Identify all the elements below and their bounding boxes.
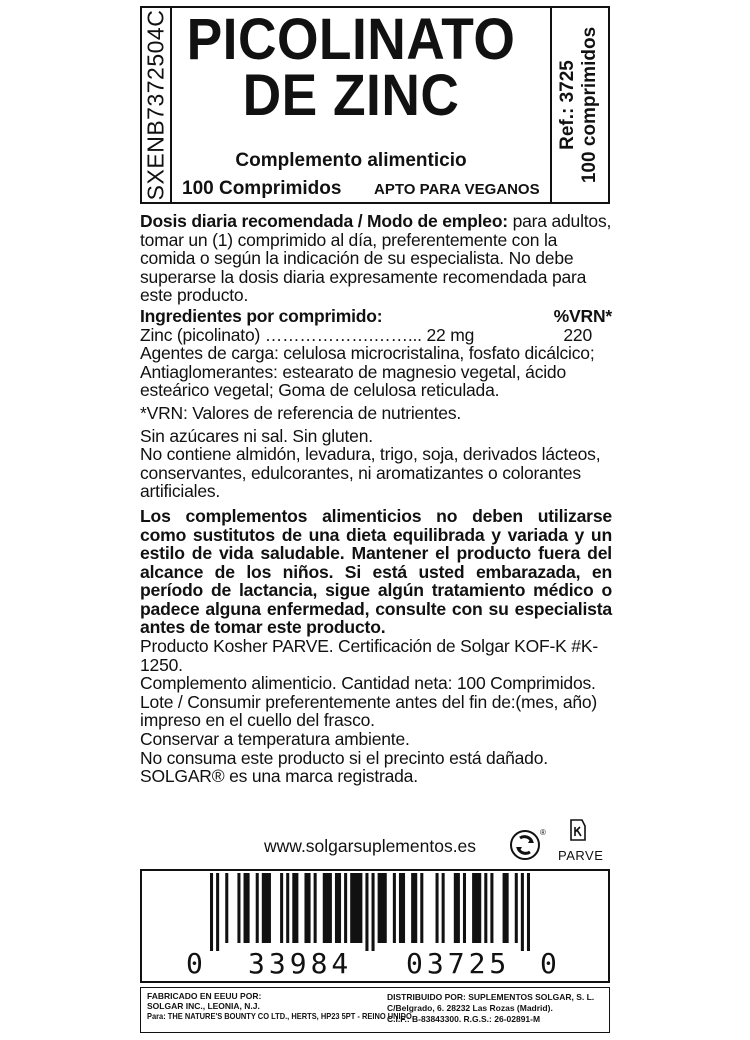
barcode-bar	[399, 873, 405, 943]
recycle-icon-graphic	[512, 832, 538, 858]
side-code-box	[142, 8, 172, 202]
reference-number: Ref.: 3725	[557, 60, 578, 150]
barcode-bar	[463, 873, 466, 943]
vrn-note: *VRN: Valores de referencia de nutrientes.	[140, 402, 462, 423]
barcode-bar	[490, 873, 493, 943]
barcode-bars	[210, 873, 530, 951]
barcode-bar	[314, 873, 317, 943]
reference-box	[550, 8, 608, 202]
agents-text: Agentes de carga: celulosa microcristalina, fosfato dicálcico; Antiaglomerantes: estearato de magnesio vegetal, ácido esteárico vegetal; Goma de celulosa reticulada.	[140, 343, 595, 401]
title-line-1: PICOLINATO	[186, 7, 516, 72]
barcode-group-2: 03725	[406, 947, 511, 980]
trademark-text: SOLGAR® es una marca registrada.	[140, 766, 418, 787]
barcode-bar	[344, 873, 347, 943]
barcode-bar	[442, 873, 445, 943]
barcode-bar	[515, 873, 518, 943]
dosage-paragraph	[140, 212, 612, 305]
parve-label: PARVE	[558, 848, 604, 863]
label-header	[140, 6, 610, 204]
barcode-bar	[420, 873, 423, 943]
product-subtitle: Complemento alimenticio	[235, 150, 467, 171]
barcode-bar	[411, 873, 417, 943]
product-title	[186, 7, 516, 128]
seal-text: No consuma este producto si el precinto está dañado.	[140, 747, 548, 768]
dist-line-2: C/Belgrado, 6. 28232 Las Rozas (Madrid).	[387, 1003, 553, 1013]
label-body	[140, 212, 612, 786]
product-quantity: 100 Comprimidos	[182, 178, 342, 199]
dosage-text: para adultos, tomar un (1) comprimido al día, preferentemente con la comida o según la indicación de su especialista. No debe superarse la dosis diaria expresamente recomendada para este producto.	[140, 211, 612, 306]
made-line-3: Para: THE NATURE'S BOUNTY CO LTD., HERTS, HP23 5PT - REINO UNIDO.	[147, 1010, 414, 1021]
barcode-bar	[484, 873, 487, 943]
distributor-info	[387, 992, 594, 1025]
no-sugar-text: Sin azúcares ni sal. Sin gluten.	[140, 425, 373, 446]
barcode-bar	[237, 873, 240, 943]
barcode-group-1: 33984	[248, 947, 353, 980]
kosher-text: Producto Kosher PARVE. Certificación de Solgar KOF-K #K-1250.	[140, 636, 598, 675]
reference-quantity: 100 comprimidos	[579, 26, 600, 184]
dosage-label: Dosis diaria recomendada / Modo de empleo:	[140, 211, 508, 231]
ingredients-header	[140, 307, 612, 326]
vrn-label: %VRN*	[553, 305, 612, 326]
barcode-bar	[503, 873, 509, 943]
storage-text: Conservar a temperatura ambiente.	[140, 729, 410, 750]
barcode-bar	[244, 873, 250, 943]
label-footer	[140, 987, 610, 1033]
barcode-bar	[286, 873, 289, 943]
side-code: SXENB7372504C	[142, 9, 169, 201]
barcode-bar	[216, 873, 219, 951]
made-line-2: SOLGAR INC., LEONIA, N.J.	[147, 1000, 260, 1011]
made-line-1: FABRICADO EN EEUU POR:	[147, 991, 262, 1001]
ingredients-label: Ingredientes por comprimido:	[140, 305, 383, 326]
barcode-bar	[225, 873, 228, 943]
recycle-icon	[510, 830, 540, 860]
barcode-bar	[210, 873, 213, 951]
barcode-bar	[335, 873, 341, 943]
barcode-bar	[350, 873, 362, 943]
barcode-bar	[372, 873, 375, 951]
barcode-bar	[393, 873, 396, 943]
lot-text: Lote / Consumir preferentemente antes del fin de:(mes, año) impreso en el cuello del frasco.	[140, 691, 598, 731]
barcode-bar	[262, 873, 271, 943]
registered-mark: ®	[540, 828, 546, 837]
barcode-bar	[280, 873, 283, 943]
kosher-k-icon	[566, 818, 588, 844]
ingredient-vrn: 220	[563, 324, 592, 345]
barcode-bar	[292, 873, 298, 943]
barcode-box	[140, 869, 610, 983]
no-contains-text: No contiene almidón, levadura, trigo, soja, derivados lácteos, conservantes, edulcorantes, ni aromatizantes o colorantes artificiales.	[140, 444, 601, 502]
barcode-bar	[436, 873, 439, 943]
ingredient-name: Zinc (picolinato) ……………….……... 22 mg	[140, 324, 475, 345]
barcode-bar	[323, 873, 332, 943]
barcode-bar	[454, 873, 460, 943]
website-link: www.solgarsuplementos.es	[264, 836, 477, 856]
title-line-2: DE ZINC	[242, 63, 460, 128]
barcode-left-digit: 0	[186, 947, 207, 980]
vegan-claim: APTO PARA VEGANOS	[374, 181, 540, 198]
barcode-bar	[365, 873, 368, 951]
dist-line-1: DISTRIBUIDO POR: SUPLEMENTOS SOLGAR, S. L.	[387, 992, 595, 1002]
warning-text: Los complementos alimenticios no deben utilizarse como sustitutos de una dieta equilibrada y variada y un estilo de vida saludable. Mantener el producto fuera del alcance de los niños. Si está usted embarazada, en período de lactancia, sigue algún tratamiento médico o padece alguna enfermedad, consulte con su especialista antes de tomar este producto.	[140, 505, 612, 638]
dist-line-3: C.I.F.: B-83843300. R.G.S.: 26-02891-M	[387, 1014, 541, 1024]
barcode-bar	[256, 873, 259, 943]
barcode-right-digit: 0	[540, 947, 561, 980]
barcode-bar	[472, 873, 481, 943]
ingredient-row	[140, 326, 612, 345]
barcode-bar	[527, 873, 530, 951]
net-content-text: Complemento alimenticio. Cantidad neta: 100 Comprimidos.	[140, 673, 596, 694]
barcode-bar	[304, 873, 310, 943]
barcode-bar	[378, 873, 387, 943]
barcode-bar	[521, 873, 524, 951]
